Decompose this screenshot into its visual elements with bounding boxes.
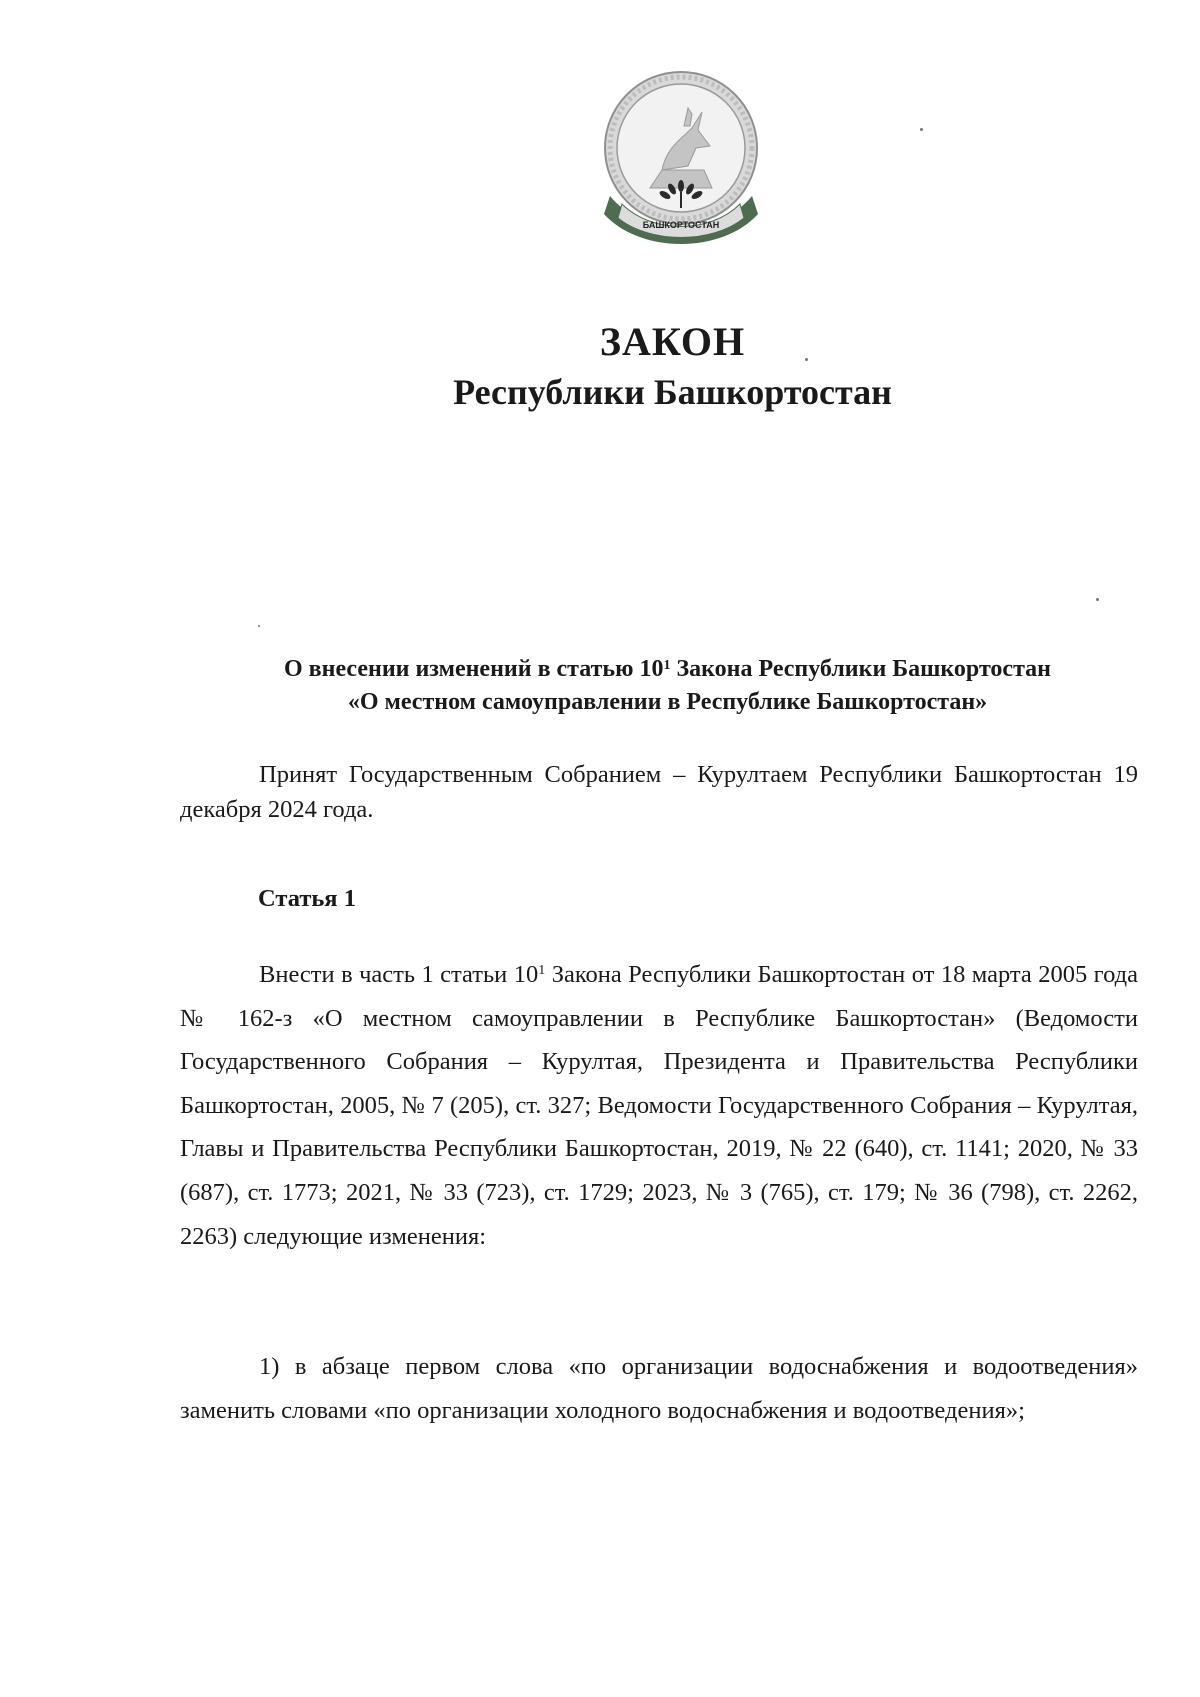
emblem-ribbon-text: БАШКОРТОСТАН (642, 220, 720, 230)
law-heading-line-1: О внесении изменений в статью $10^1$ Закона Республики Башкортостан (283, 656, 1051, 682)
document-title: ЗАКОН (599, 319, 746, 364)
law-heading-line-2: «О местном самоуправлении в Республике Башкортостан» (347, 689, 988, 715)
scan-speck (258, 625, 260, 627)
law-heading (190, 653, 1145, 719)
article-intro-paragraph: Внести в часть 1 статьи $10^1$ Закона Республики Башкортостан от 18 марта 2005 года № 162-з «О местном самоуправлении в Республике Башкортостан» (Ведомости Государственного Собрания – Курултая, Президента и Правительства Республики Башкортостан, 2005, № 7 (205), ст. 327; Ведомости Государственного Собрания – Курултая, Главы и Правительства Республики Башкортостан, 2019, № 22 (640), ст. 1141; 2020, № 33 (687), ст. 1773; 2021, № 33 (723), ст. 1729; 2023, № 3 (765), ст. 179; № 36 (798), ст. 2262, 2263) следующие изменения: (180, 961, 1138, 1250)
article-item-1: 1) в абзаце первом слова «по организации водоснабжения и водоотведения» заменить словами «по организации холодного водоснабжения и водоотведения»; (180, 1353, 1138, 1424)
article-title: Статья 1 (258, 885, 356, 912)
coat-of-arms-emblem (592, 68, 770, 250)
adoption-note: Принят Государственным Собранием – Курултаем Республики Башкортостан 19 декабря 2024 года. (180, 761, 1138, 823)
scan-speck (920, 128, 923, 131)
document-subtitle: Республики Башкортостан (453, 372, 892, 412)
scan-speck (805, 358, 808, 361)
scan-speck (1096, 598, 1099, 601)
